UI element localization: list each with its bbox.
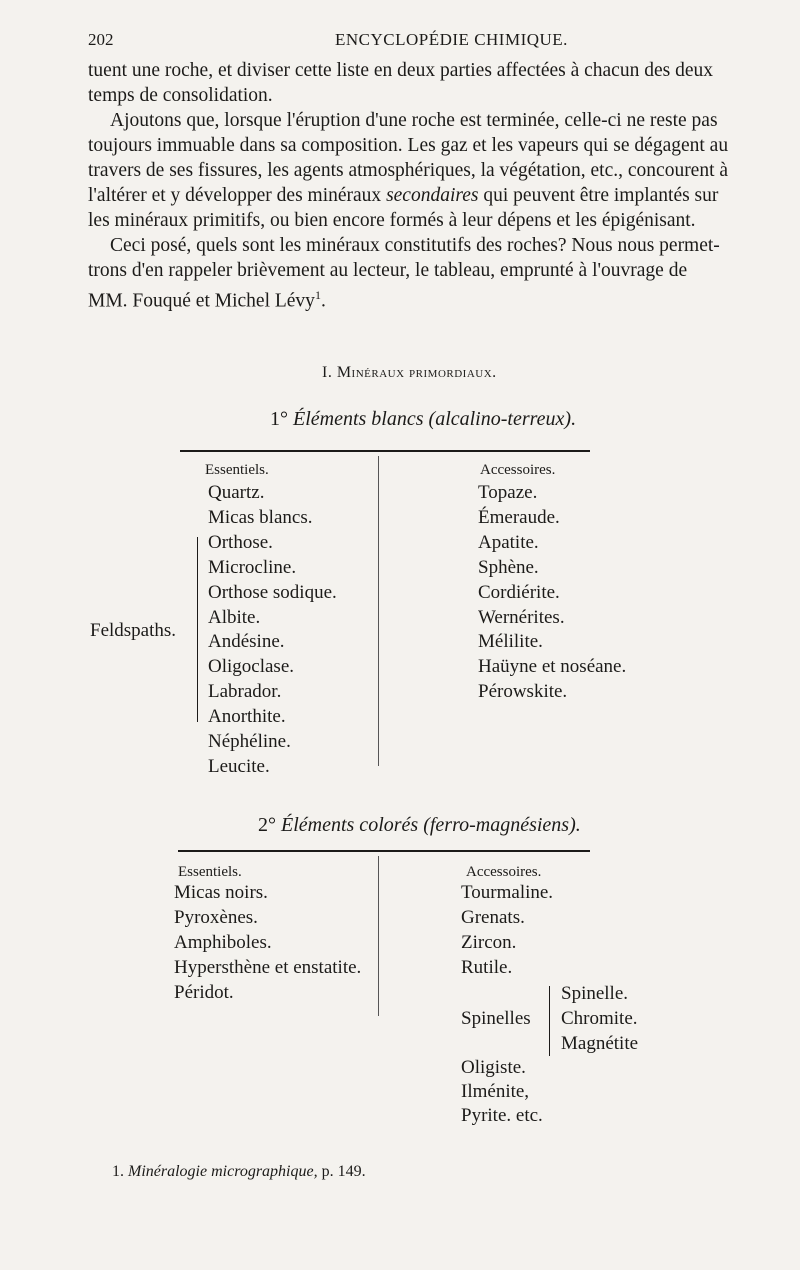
footnote: [112, 1163, 366, 1181]
table1-accessory-item: Cordiérite.: [478, 582, 560, 603]
paragraph-line: [88, 283, 760, 314]
table1-essential-item: Orthose sodique.: [208, 582, 337, 603]
section-title: Minéraux primordiaux.: [336, 364, 497, 381]
table1-title: [270, 408, 576, 431]
table2-title-main: Éléments colorés: [281, 814, 419, 836]
spinel-group-item: Spinelle.: [561, 983, 629, 1004]
feldspath-group-label: Feldspaths.: [90, 620, 177, 641]
spinel-group-label: Spinelles: [461, 1008, 531, 1029]
table2-title-prefix: 2°: [258, 814, 276, 836]
table2-accessories-head: Accessoires.: [466, 864, 542, 880]
text-run: MM. Fouqué et Michel Lévy: [88, 290, 315, 312]
table1-title-main: Éléments blancs: [293, 408, 424, 430]
table2-essentials-head: Essentiels.: [178, 864, 242, 880]
paragraph-line: Ceci posé, quels sont les minéraux constitutifs des roches? Nous nous permet-: [110, 235, 720, 256]
table1-essential-item: Andésine.: [208, 631, 285, 652]
table2-essential-item: Péridot.: [174, 982, 234, 1003]
emphasis: secondaires: [386, 185, 479, 206]
table2-title-paren: (ferro-magnésiens).: [423, 814, 581, 836]
table1-accessory-item: Sphène.: [478, 557, 539, 578]
table1-accessory-item: Émeraude.: [478, 507, 560, 528]
table1-essential-item: Anorthite.: [208, 706, 286, 727]
table2-accessory-item: Grenats.: [461, 907, 525, 928]
paragraph-3: [88, 233, 760, 314]
text-run: .: [320, 290, 326, 312]
table1-accessory-item: Topaze.: [478, 482, 538, 503]
feldspath-brace: [197, 537, 204, 722]
table2-top-rule: [178, 850, 590, 852]
text-run: qui peuvent être implantés sur: [483, 185, 719, 206]
table1-accessory-item: Apatite.: [478, 532, 539, 553]
paragraph-line: toujours immuable dans sa composition. Les gaz et les vapeurs qui se dégagent au: [88, 135, 729, 156]
footnote-marker: 1.: [112, 1163, 124, 1180]
table1-title-prefix: 1°: [270, 408, 288, 430]
table2-essential-item: Amphiboles.: [174, 932, 272, 953]
table1-essential-item: Oligoclase.: [208, 656, 295, 677]
table2-title: [258, 814, 581, 837]
footnote-page: p. 149.: [321, 1163, 366, 1180]
table2-essential-item: Pyroxènes.: [174, 907, 258, 928]
paragraph-line: Ajoutons que, lorsque l'éruption d'une roche est terminée, celle-ci ne reste pas: [110, 110, 718, 131]
table2-accessory-item: Pyrite. etc.: [461, 1105, 543, 1126]
table1-accessory-item: Pérowskite.: [478, 681, 568, 702]
paragraph-line: temps de consolidation.: [88, 85, 273, 106]
table1-essential-item: Microcline.: [208, 557, 297, 578]
table1-accessory-item: Wernérites.: [478, 607, 565, 628]
table2-accessory-item: Tourmaline.: [461, 882, 554, 903]
table1-essential-item: Orthose.: [208, 532, 273, 553]
table1-accessory-item: Mélilite.: [478, 631, 543, 652]
table2-column-divider: [378, 856, 379, 1016]
table1-top-rule: [180, 450, 590, 452]
table2-essential-item: Hypersthène et enstatite.: [174, 957, 362, 978]
paragraph-1: [88, 58, 760, 108]
table2-accessory-item: Zircon.: [461, 932, 517, 953]
table1-accessory-item: Haüyne et noséane.: [478, 656, 627, 677]
spinel-brace: [549, 986, 556, 1056]
section-heading: [322, 364, 497, 382]
table1-accessories-head: Accessoires.: [480, 462, 556, 478]
footnote-ref[interactable]: 1: [314, 288, 321, 302]
text-run: l'altérer et y développer des minéraux: [88, 185, 382, 206]
paragraph-line: tuent une roche, et diviser cette liste en deux parties affectées à chacun des deux: [88, 60, 713, 81]
table1-column-divider: [378, 456, 379, 766]
running-title: ENCYCLOPÉDIE CHIMIQUE.: [335, 30, 568, 49]
table1-essential-item: Labrador.: [208, 681, 282, 702]
paragraph-line: les minéraux primitifs, ou bien encore formés à leur dépens et les épigénisant.: [88, 210, 696, 231]
table1-essentials-head: Essentiels.: [205, 462, 269, 478]
paragraph-line: [88, 183, 760, 208]
footnote-title: Minéralogie micrographique,: [128, 1163, 318, 1180]
page-number: 202: [88, 30, 114, 49]
paragraph-line: trons d'en rappeler brièvement au lecteur, le tableau, emprunté à l'ouvrage de: [88, 260, 688, 281]
table1-title-paren: (alcalino-terreux).: [428, 408, 577, 430]
table2-accessory-item: Rutile.: [461, 957, 513, 978]
table2-essential-item: Micas noirs.: [174, 882, 268, 903]
section-numeral: I.: [322, 364, 333, 381]
table1-essential-item: Micas blancs.: [208, 507, 313, 528]
table1-essential-item: Néphéline.: [208, 731, 291, 752]
spinel-group-item: Chromite.: [561, 1008, 638, 1029]
table2-accessory-item: Oligiste.: [461, 1057, 526, 1078]
paragraph-line: travers de ses fissures, les agents atmosphériques, la végétation, etc., concourent à: [88, 160, 729, 181]
paragraph-2: [88, 108, 760, 233]
table1-essential-item: Albite.: [208, 607, 261, 628]
table2-accessory-item: Ilménite,: [461, 1081, 530, 1102]
table1-essential-item: Leucite.: [208, 756, 270, 777]
spinel-group-item: Magnétite: [561, 1033, 639, 1054]
table1-essential-item: Quartz.: [208, 482, 265, 503]
